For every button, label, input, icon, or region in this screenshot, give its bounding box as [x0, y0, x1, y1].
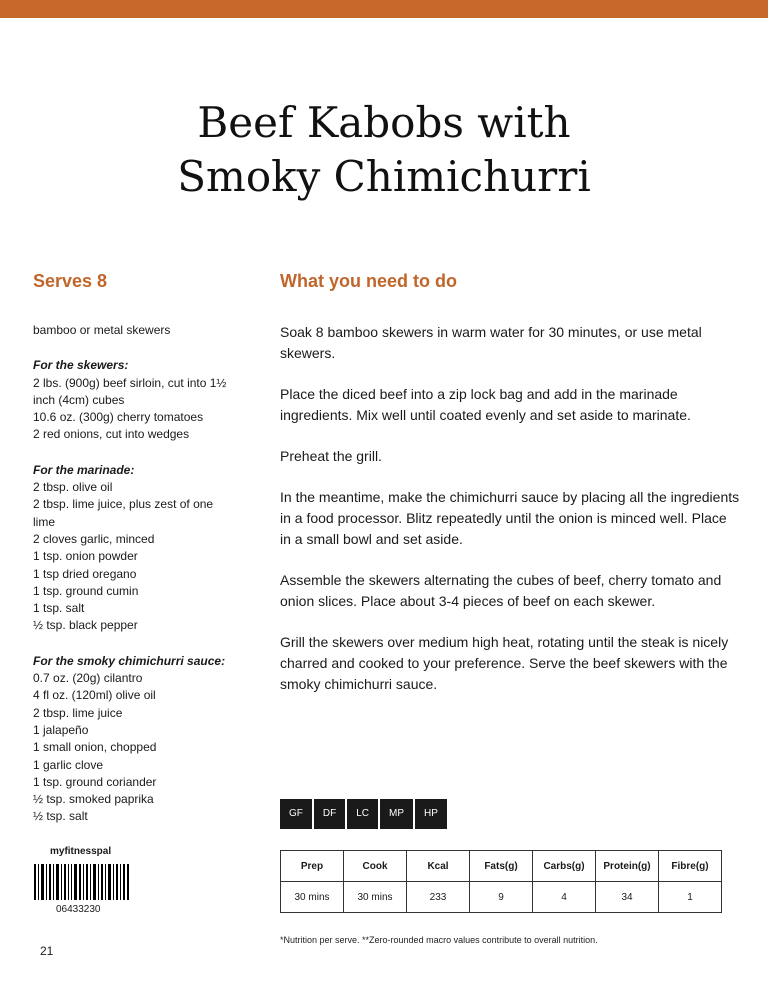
ingredient-line: 2 tbsp. lime juice, plus zest of one	[33, 497, 214, 512]
recipe-title-line1: Beef Kabobs with	[197, 98, 571, 147]
ingredient-line: 10.6 oz. (300g) cherry tomatoes	[33, 410, 204, 425]
instructions-heading: What you need to do	[280, 271, 457, 291]
nutrition-value-row	[281, 882, 722, 913]
nutrition-value-cell: 1	[659, 882, 722, 913]
ingredient-line: 2 tbsp. lime juice	[33, 705, 123, 720]
barcode-icon	[34, 864, 130, 900]
diet-tags	[280, 799, 447, 829]
ingredient-group	[33, 653, 258, 826]
ingredient-line: 1 tsp. ground cumin	[33, 583, 139, 598]
ingredient-line: 1 small onion, chopped	[33, 740, 157, 755]
diet-tag: LC	[347, 799, 378, 829]
ingredient-line: inch (4cm) cubes	[33, 392, 125, 407]
instruction-step: Preheat the grill.	[280, 448, 382, 464]
ingredient-line: bamboo or metal skewers	[33, 323, 171, 337]
ingredient-group	[33, 357, 258, 443]
ingredient-line: 2 tbsp. olive oil	[33, 480, 113, 495]
myfitnesspal-label: myfitnesspal	[50, 846, 112, 857]
nutrition-header-cell: Prep	[281, 851, 344, 882]
ingredient-line: 1 tsp. onion powder	[33, 549, 138, 564]
nutrition-value-cell: 9	[470, 882, 533, 913]
diet-tag: GF	[280, 799, 312, 829]
nutrition-value-cell: 30 mins	[344, 882, 407, 913]
nutrition-note: *Nutrition per serve. **Zero-rounded macro values contribute to overall nutrition.	[280, 935, 598, 945]
ingredient-line: lime	[33, 514, 56, 529]
nutrition-header-cell: Protein(g)	[596, 851, 659, 882]
diet-tag: HP	[415, 799, 447, 829]
nutrition-header-cell: Fats(g)	[470, 851, 533, 882]
nutrition-header-cell: Carbs(g)	[533, 851, 596, 882]
nutrition-value-cell: 30 mins	[281, 882, 344, 913]
instruction-step: Soak 8 bamboo skewers in warm water for 30 minutes, or use metal skewers.	[280, 324, 702, 361]
ingredient-group	[33, 462, 258, 635]
nutrition-value-cell: 233	[407, 882, 470, 913]
nutrition-header-cell: Fibre(g)	[659, 851, 722, 882]
ingredient-line: 4 fl oz. (120ml) olive oil	[33, 688, 156, 703]
instruction-step: Assemble the skewers alternating the cubes of beef, cherry tomato and onion slices. Place about 3-4 pieces of beef on each skewer.	[280, 572, 722, 609]
ingredient-line: 1 garlic clove	[33, 757, 104, 772]
serves-heading: Serves 8	[33, 271, 108, 291]
page-number: 21	[40, 944, 54, 958]
ingredient-line: 2 cloves garlic, minced	[33, 531, 155, 546]
instruction-step: In the meantime, make the chimichurri sauce by placing all the ingredients in a food processor. Blitz repeatedly until the onion is minced well. Place in a small bowl and set aside.	[280, 489, 740, 547]
ingredient-group-header: For the skewers:	[33, 358, 129, 373]
nutrition-table	[280, 850, 722, 913]
ingredient-line: 1 tsp. salt	[33, 601, 85, 616]
instruction-step: Place the diced beef into a zip lock bag and add in the marinade ingredients. Mix well until coated evenly and set aside to marinate.	[280, 386, 691, 423]
ingredient-line: ½ tsp. salt	[33, 809, 88, 824]
barcode-number: 06433230	[56, 904, 101, 915]
instruction-steps	[280, 322, 740, 695]
instructions-column	[280, 268, 740, 715]
ingredient-line: 1 jalapeño	[33, 722, 89, 737]
ingredient-groups	[33, 357, 258, 825]
ingredient-line: 0.7 oz. (20g) cilantro	[33, 671, 143, 686]
ingredient-group-header: For the smoky chimichurri sauce:	[33, 653, 226, 668]
ingredient-group-header: For the marinade:	[33, 462, 135, 477]
ingredient-line: 2 red onions, cut into wedges	[33, 427, 190, 442]
ingredient-line: ½ tsp. black pepper	[33, 618, 138, 633]
top-accent-bar	[0, 0, 768, 18]
recipe-title	[0, 96, 768, 204]
ingredient-line: ½ tsp. smoked paprika	[33, 792, 154, 807]
instruction-step: Grill the skewers over medium high heat, rotating until the steak is nicely charred and cooked to your preference. Serve the beef skewers with the smoky chimichurri sauce.	[280, 634, 729, 692]
recipe-title-line2: Smoky Chimichurri	[177, 152, 591, 201]
ingredient-line: 2 lbs. (900g) beef sirloin, cut into 1½	[33, 375, 227, 390]
nutrition-header-row	[281, 851, 722, 882]
nutrition-value-cell: 4	[533, 882, 596, 913]
nutrition-header-cell: Cook	[344, 851, 407, 882]
diet-tag: DF	[314, 799, 345, 829]
ingredient-line: 1 tsp. ground coriander	[33, 774, 157, 789]
ingredient-line: 1 tsp dried oregano	[33, 566, 137, 581]
nutrition-value-cell: 34	[596, 882, 659, 913]
ingredients-column	[33, 268, 258, 826]
diet-tag: MP	[380, 799, 413, 829]
nutrition-header-cell: Kcal	[407, 851, 470, 882]
